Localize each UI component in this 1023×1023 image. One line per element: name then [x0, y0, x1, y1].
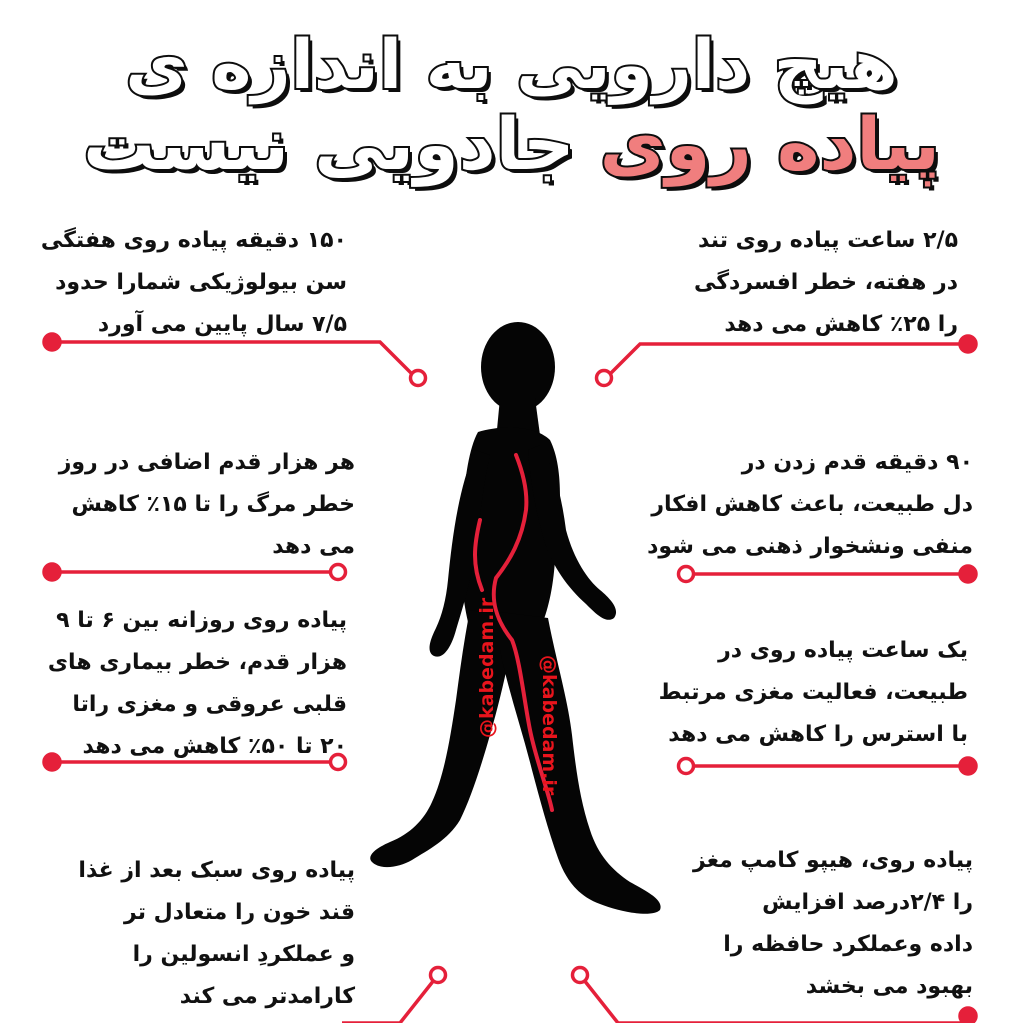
fact-line: را ۲۵٪ کاهش می دهد — [724, 312, 958, 337]
fact-line: خطر مرگ را تا ۱۵٪ کاهش — [71, 492, 355, 517]
fact-line: و عملکردِ انسولین را — [132, 942, 355, 967]
fact-line: پیاده روی روزانه بین ۶ تا ۹ — [56, 608, 347, 633]
fact-line: قلبی عروقی و مغزی راتا — [72, 692, 347, 717]
fact-line: قند خون را متعادل تر — [124, 900, 355, 925]
title-rest: جادویی نیست — [83, 102, 575, 186]
title-line-1: هیچ دارویی به اندازه ی — [125, 26, 898, 105]
fact-line: داده وعملکرد حافظه را — [723, 932, 973, 957]
fact-line: کارامدتر می کند — [179, 984, 355, 1009]
fact-bottom-left — [78, 850, 355, 1018]
fact-line: ۹۰ دقیقه قدم زدن در — [741, 450, 973, 475]
fact-line: با استرس را کاهش می دهد — [668, 722, 968, 747]
fact-mid-right — [647, 442, 973, 568]
fact-line: دل طبیعت، باعث کاهش افکار — [651, 492, 973, 517]
watermark-2: @kabedam.ir — [538, 655, 560, 796]
fact-line: ۲۰ تا ۵۰٪ کاهش می دهد — [82, 734, 347, 759]
fact-line: پیاده روی سبک بعد از غذا — [78, 858, 355, 883]
fact-line: ۲/۵ ساعت پیاده روی تند — [698, 228, 958, 253]
fact-line: پیاده روی، هیپو کامپ مغز — [693, 848, 973, 873]
fact-line: ۱۵۰ دقیقه پیاده روی هفتگی — [40, 228, 347, 253]
fact-line: طبیعت، فعالیت مغزی مرتبط — [658, 680, 968, 705]
fact-line: در هفته، خطر افسردگی — [693, 270, 958, 295]
fact-line: ۷/۵ سال پایین می آورد — [97, 312, 347, 337]
fact-bottom-right — [693, 840, 973, 1008]
fact-top-left — [41, 220, 347, 346]
fact-mid-left — [59, 442, 355, 568]
fact-line: هزار قدم، خطر بیماری های — [47, 650, 347, 675]
fact-lower-right — [659, 630, 968, 756]
fact-line: را ۲/۴درصد افزایش — [762, 890, 973, 915]
title-highlight: پیاده روی — [599, 102, 940, 186]
fact-line: بهبود می بخشد — [805, 974, 973, 999]
watermark-1: @kabedam.ir — [476, 597, 498, 738]
fact-line: یک ساعت پیاده روی در — [718, 638, 968, 663]
fact-line: هر هزار قدم اضافی در روز — [58, 450, 355, 475]
fact-lower-left — [48, 600, 347, 768]
fact-line: منفی ونشخوار ذهنی می شود — [647, 534, 973, 559]
fact-top-right — [694, 220, 958, 346]
fact-line: سن بیولوژیکی شمارا حدود — [55, 270, 347, 295]
fact-line: می دهد — [272, 534, 355, 559]
